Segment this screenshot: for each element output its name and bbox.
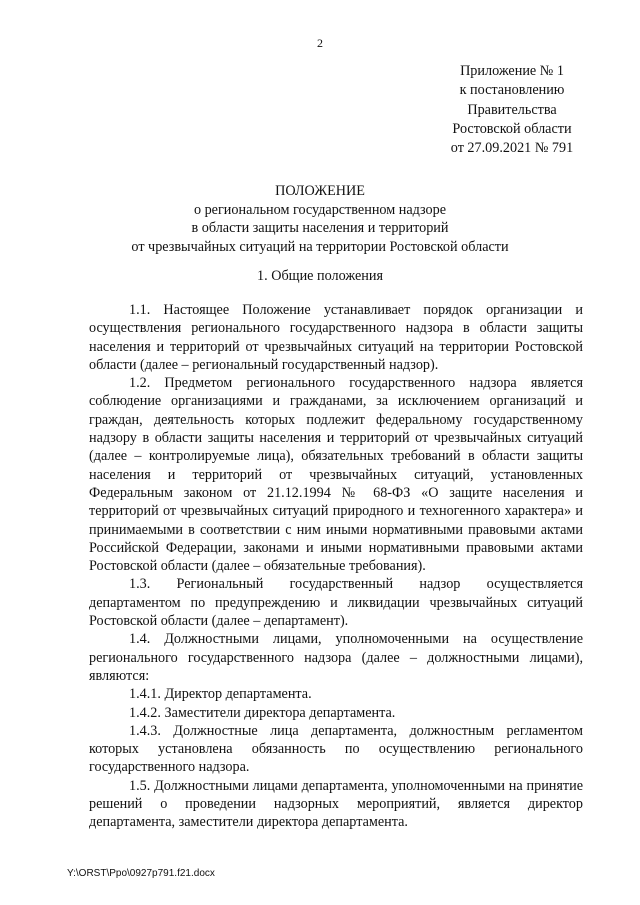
appendix-line: Ростовской области	[452, 120, 572, 137]
paragraph-1-3: 1.3. Региональный государственный надзор осуществляется департаментом по предупреждению и ликвидации чрезвычайных ситуаций Ростовской области (далее – департамент).	[89, 576, 583, 630]
appendix-line: Правительства	[467, 101, 557, 118]
document-body	[89, 301, 583, 832]
section-heading: 1. Общие положения	[257, 268, 383, 284]
appendix-block	[442, 62, 582, 158]
paragraph-1-4: 1.4. Должностными лицами, уполномоченными на осуществление регионального государственного надзора (далее – должностными лицами), являются:	[89, 631, 583, 684]
title-line: ПОЛОЖЕНИЕ	[275, 183, 365, 199]
appendix-line: к постановлению	[459, 82, 565, 99]
paragraph-1-1: 1.1. Настоящее Положение устанавливает порядок организации и осуществления регионального государственного надзора в области защиты населения и территорий от чрезвычайных ситуаций на территории Ростовской области (далее – региональный государственный надзор).	[89, 302, 583, 373]
title-line: от чрезвычайных ситуаций на территории Ростовской области	[131, 238, 509, 255]
appendix-line: Приложение № 1	[460, 63, 564, 79]
appendix-line: от 27.09.2021 № 791	[450, 140, 574, 157]
paragraph-1-4-1: 1.4.1. Директор департамента.	[129, 686, 312, 703]
title-line: в области защиты населения и территорий	[191, 220, 449, 236]
title-line: о региональном государственном надзоре	[193, 201, 447, 218]
paragraph-1-4-2: 1.4.2. Заместители директора департамента.	[129, 704, 396, 721]
paragraph-1-4-3: 1.4.3. Должностные лица департамента, должностным регламентом которых установлена обязанность по осуществлению регионального государственного надзора.	[89, 722, 583, 776]
paragraph-1-2: 1.2. Предметом регионального государственного надзора является соблюдение организациями и гражданами, за исключением организаций и граждан, деятельность которых подлежит федеральному государственному надзору в области защиты населения и территорий от чрезвычайных ситуаций (далее – контролируемые лица), обязательных требований в области защиты населения и территорий от чрезвычайных ситуаций, установленных Федеральным законом от 21.12.1994 № 68-ФЗ «О защите населения и территорий от чрезвычайных ситуаций природного и техногенного характера» и принимаемыми в соответствии с ним иными нормативными правовыми актами Российской Федерации, законами и иными нормативными правовыми актами Ростовской области (далее – обязательные требования).	[89, 375, 583, 575]
footer-file-path: Y:\ORST\Ppo\0927p791.f21.docx	[67, 868, 215, 879]
page-number: 2	[317, 36, 323, 50]
paragraph-1-5: 1.5. Должностными лицами департамента, уполномоченными на принятие решений о проведении надзорных мероприятий, является директор департамента, заместители директора департамента.	[89, 777, 583, 831]
document-title	[0, 182, 640, 256]
